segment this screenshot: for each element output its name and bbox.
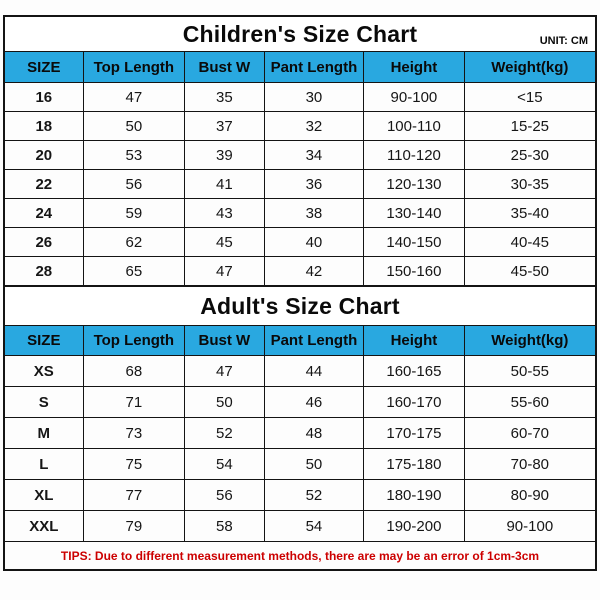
value-cell: 160-170 xyxy=(363,387,463,417)
table-row xyxy=(5,418,595,449)
value-cell: 46 xyxy=(264,387,364,417)
value-cell: 54 xyxy=(184,449,264,479)
value-cell: 71 xyxy=(83,387,184,417)
value-cell: 34 xyxy=(264,141,364,169)
size-chart-table xyxy=(3,15,597,571)
value-cell: 140-150 xyxy=(363,228,463,256)
value-cell: 77 xyxy=(83,480,184,510)
children-table-body xyxy=(5,83,595,286)
value-cell: 65 xyxy=(83,257,184,285)
value-cell: 100-110 xyxy=(363,112,463,140)
value-cell: 50 xyxy=(264,449,364,479)
value-cell: 160-165 xyxy=(363,356,463,386)
size-cell: S xyxy=(38,393,49,411)
value-cell: 60-70 xyxy=(464,418,595,448)
column-header: SIZE xyxy=(27,58,61,76)
value-cell: 58 xyxy=(184,511,264,541)
value-cell: 190-200 xyxy=(363,511,463,541)
size-cell: 26 xyxy=(35,233,53,251)
value-cell: 45-50 xyxy=(464,257,595,285)
children-header-row xyxy=(5,52,595,83)
value-cell: 52 xyxy=(264,480,364,510)
tips-note: TIPS: Due to different measurement methods, there are may be an error of 1cm-3cm xyxy=(5,542,595,569)
value-cell: 35-40 xyxy=(464,199,595,227)
table-row xyxy=(5,199,595,228)
size-cell: 28 xyxy=(35,262,53,280)
table-row xyxy=(5,170,595,199)
column-header: Top Length xyxy=(83,326,184,355)
value-cell: 30-35 xyxy=(464,170,595,198)
value-cell: 52 xyxy=(184,418,264,448)
value-cell: 41 xyxy=(184,170,264,198)
table-row xyxy=(5,257,595,286)
size-cell: 22 xyxy=(35,175,53,193)
value-cell: 79 xyxy=(83,511,184,541)
column-header: Height xyxy=(363,52,463,82)
value-cell: 80-90 xyxy=(464,480,595,510)
unit-label: UNIT: CM xyxy=(539,35,588,47)
value-cell: 47 xyxy=(83,83,184,111)
size-cell: 20 xyxy=(35,146,53,164)
adult-chart-title-row xyxy=(5,286,595,326)
value-cell: 130-140 xyxy=(363,199,463,227)
value-cell: 62 xyxy=(83,228,184,256)
value-cell: 59 xyxy=(83,199,184,227)
children-chart-title: Children's Size Chart xyxy=(182,20,418,47)
value-cell: <15 xyxy=(464,83,595,111)
children-size-chart-section xyxy=(5,17,595,286)
value-cell: 50 xyxy=(184,387,264,417)
table-row xyxy=(5,112,595,141)
value-cell: 68 xyxy=(83,356,184,386)
column-header: Weight(kg) xyxy=(464,326,595,355)
column-header: Top Length xyxy=(83,52,184,82)
adult-table-body xyxy=(5,356,595,542)
value-cell: 40 xyxy=(264,228,364,256)
value-cell: 15-25 xyxy=(464,112,595,140)
table-row xyxy=(5,449,595,480)
value-cell: 47 xyxy=(184,257,264,285)
value-cell: 44 xyxy=(264,356,364,386)
adult-header-row xyxy=(5,326,595,356)
column-header: Bust W xyxy=(184,52,264,82)
value-cell: 50 xyxy=(83,112,184,140)
value-cell: 47 xyxy=(184,356,264,386)
size-cell: M xyxy=(37,424,51,442)
value-cell: 170-175 xyxy=(363,418,463,448)
column-header: Pant Length xyxy=(264,326,364,355)
value-cell: 30 xyxy=(264,83,364,111)
adult-chart-title: Adult's Size Chart xyxy=(200,292,400,319)
column-header: Pant Length xyxy=(264,52,364,82)
table-row xyxy=(5,228,595,257)
value-cell: 175-180 xyxy=(363,449,463,479)
size-cell: XS xyxy=(33,362,54,380)
value-cell: 54 xyxy=(264,511,364,541)
value-cell: 70-80 xyxy=(464,449,595,479)
value-cell: 45 xyxy=(184,228,264,256)
column-header: Height xyxy=(363,326,463,355)
size-cell: XXL xyxy=(29,517,59,535)
column-header: Weight(kg) xyxy=(464,52,595,82)
value-cell: 180-190 xyxy=(363,480,463,510)
value-cell: 38 xyxy=(264,199,364,227)
column-header: SIZE xyxy=(27,332,61,349)
value-cell: 43 xyxy=(184,199,264,227)
value-cell: 40-45 xyxy=(464,228,595,256)
value-cell: 39 xyxy=(184,141,264,169)
value-cell: 35 xyxy=(184,83,264,111)
table-row xyxy=(5,480,595,511)
value-cell: 55-60 xyxy=(464,387,595,417)
value-cell: 32 xyxy=(264,112,364,140)
value-cell: 73 xyxy=(83,418,184,448)
value-cell: 110-120 xyxy=(363,141,463,169)
size-cell: 16 xyxy=(35,88,53,106)
value-cell: 50-55 xyxy=(464,356,595,386)
value-cell: 25-30 xyxy=(464,141,595,169)
value-cell: 150-160 xyxy=(363,257,463,285)
size-cell: XL xyxy=(34,486,54,504)
table-row xyxy=(5,83,595,112)
adult-size-chart-section xyxy=(5,286,595,542)
value-cell: 120-130 xyxy=(363,170,463,198)
value-cell: 37 xyxy=(184,112,264,140)
size-cell: 18 xyxy=(35,117,53,135)
table-row xyxy=(5,356,595,387)
table-row xyxy=(5,387,595,418)
value-cell: 90-100 xyxy=(464,511,595,541)
children-chart-title-row xyxy=(5,17,595,52)
value-cell: 56 xyxy=(184,480,264,510)
value-cell: 42 xyxy=(264,257,364,285)
value-cell: 75 xyxy=(83,449,184,479)
table-row xyxy=(5,141,595,170)
value-cell: 48 xyxy=(264,418,364,448)
value-cell: 90-100 xyxy=(363,83,463,111)
column-header: Bust W xyxy=(184,326,264,355)
size-cell: 24 xyxy=(35,204,53,222)
table-row xyxy=(5,511,595,542)
size-cell: L xyxy=(39,455,49,473)
value-cell: 36 xyxy=(264,170,364,198)
value-cell: 53 xyxy=(83,141,184,169)
value-cell: 56 xyxy=(83,170,184,198)
